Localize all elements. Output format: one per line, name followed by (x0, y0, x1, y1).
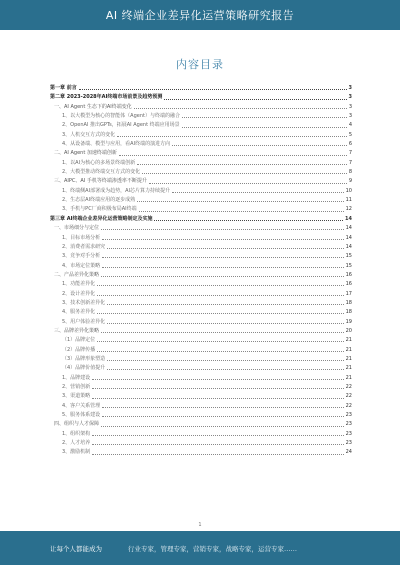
toc-entry-label: 二、产品差异化策略 (54, 271, 100, 278)
toc-entry-page: 8 (348, 169, 352, 176)
table-of-contents (50, 84, 352, 458)
toc-dot-leader (102, 257, 343, 258)
toc-entry[interactable] (50, 168, 352, 177)
toc-dot-leader (154, 220, 343, 221)
toc-entry[interactable] (50, 149, 352, 158)
toc-entry-label: 3、技术创新差异化 (62, 299, 106, 306)
toc-entry-page: 3 (348, 103, 352, 110)
toc-entry-page: 18 (345, 309, 352, 316)
toc-dot-leader (139, 211, 344, 212)
toc-entry[interactable] (50, 93, 352, 102)
toc-dot-leader (107, 369, 343, 370)
toc-dot-leader (164, 99, 346, 100)
toc-entry-page: 9 (348, 178, 352, 185)
toc-entry-page: 3 (348, 113, 352, 120)
toc-entry-page: 15 (345, 253, 352, 260)
toc-entry-label: 1、组织架构 (62, 430, 91, 437)
toc-entry-page: 23 (345, 412, 352, 419)
toc-entry-label: 4、市场定位策略 (62, 262, 101, 269)
toc-entry[interactable] (50, 112, 352, 121)
toc-entry-page: 7 (348, 159, 352, 166)
toc-entry[interactable] (50, 299, 352, 308)
toc-entry[interactable] (50, 383, 352, 392)
toc-entry-page: 22 (345, 402, 352, 409)
page-number: 1 (198, 522, 202, 528)
toc-entry-label: 3、渠道策略 (62, 393, 91, 400)
toc-entry[interactable] (50, 290, 352, 299)
toc-entry-label: 1、以AI为核心的多场景终端创新 (62, 159, 136, 166)
toc-dot-leader (107, 323, 343, 324)
toc-entry[interactable] (50, 336, 352, 345)
toc-dot-leader (92, 435, 343, 436)
toc-entry-page: 11 (345, 197, 352, 204)
toc-entry[interactable] (50, 392, 352, 401)
toc-entry[interactable] (50, 215, 352, 224)
footer-bar (0, 531, 400, 565)
report-title: AI 终端企业差异化运营策略研究报告 (105, 9, 295, 22)
toc-entry-page: 21 (345, 365, 352, 372)
toc-entry-label: 2、人才培养 (62, 440, 91, 447)
toc-dot-leader (92, 398, 343, 399)
toc-entry-page: 6 (348, 141, 352, 148)
toc-entry-page: 19 (345, 318, 352, 325)
toc-entry-label: 三、品牌差异化策略 (54, 327, 100, 334)
toc-dot-leader (101, 426, 344, 427)
toc-entry-page: 7 (348, 150, 352, 157)
toc-entry-page: 17 (345, 290, 352, 297)
toc-entry-label: （4）品牌价值提升 (62, 365, 106, 372)
toc-entry-label: 3、人机交互方式的变化 (62, 131, 116, 138)
report-header-bar (0, 0, 400, 30)
toc-entry[interactable] (50, 411, 352, 420)
toc-entry[interactable] (50, 224, 352, 233)
toc-title: 内容目录 (176, 58, 224, 71)
toc-entry-page: 22 (345, 393, 352, 400)
toc-entry-page: 23 (345, 430, 352, 437)
toc-dot-leader (92, 454, 343, 455)
toc-entry[interactable] (50, 121, 352, 130)
toc-entry-label: 一、AI Agent 生态下的AI终端变化 (54, 103, 132, 110)
toc-dot-leader (101, 332, 344, 333)
toc-entry-label: 第一章 前言 (50, 85, 77, 91)
toc-entry-label: 2、营销创新 (62, 384, 91, 390)
toc-entry-label: 2、OpenAI 推出GPTs，拓展AI Agent 终端应用场景 (62, 122, 180, 129)
toc-entry-label: 4、客户关系管理 (62, 402, 101, 409)
toc-entry-label: 1、终端侧AI部署成为趋势，AI芯片算力持续提升 (62, 187, 170, 194)
toc-entry-label: 三、AIPC、AI 手机等终端渗透率不断提升 (54, 178, 147, 185)
toc-dot-leader (101, 229, 344, 230)
toc-entry-label: 第三章 AI终端企业差异化运营策略制定及实施 (50, 215, 153, 222)
toc-entry-page: 21 (345, 337, 352, 344)
toc-entry[interactable] (50, 355, 352, 364)
toc-entry[interactable] (50, 271, 352, 280)
toc-entry-page: 16 (345, 281, 352, 288)
toc-entry[interactable] (50, 280, 352, 289)
toc-entry-label: （3）品牌形象塑造 (62, 355, 106, 362)
toc-dot-leader (102, 267, 343, 268)
toc-entry-label: 四、组织与人才保障 (54, 421, 100, 428)
toc-entry-page: 14 (345, 234, 352, 241)
toc-entry[interactable] (50, 187, 352, 196)
toc-dot-leader (97, 285, 343, 286)
toc-entry[interactable] (50, 140, 352, 149)
toc-dot-leader (117, 136, 347, 137)
toc-dot-leader (142, 173, 347, 174)
toc-entry-label: 二、AI Agent 加速终端创新 (54, 150, 117, 157)
toc-entry-label: 3、激励机制 (62, 449, 91, 456)
toc-entry[interactable] (50, 159, 352, 168)
toc-entry[interactable] (50, 374, 352, 383)
toc-entry-page: 3 (348, 85, 352, 91)
toc-dot-leader (149, 183, 347, 184)
toc-entry-page: 18 (345, 299, 352, 306)
toc-dot-leader (137, 164, 347, 165)
toc-entry[interactable] (50, 131, 352, 140)
toc-dot-leader (102, 407, 343, 408)
toc-entry-label: 3、竞争对手分析 (62, 253, 101, 260)
toc-entry[interactable] (50, 234, 352, 243)
toc-dot-leader (182, 117, 347, 118)
toc-entry[interactable] (50, 327, 352, 336)
toc-entry[interactable] (50, 243, 352, 252)
toc-dot-leader (102, 416, 343, 417)
toc-entry-label: 4、服务差异化 (62, 309, 96, 316)
toc-entry-label: 2、设计差异化 (62, 290, 96, 297)
toc-entry[interactable] (50, 262, 352, 271)
toc-entry-page: 15 (345, 262, 352, 269)
toc-entry-page: 12 (345, 206, 352, 213)
toc-dot-leader (102, 239, 343, 240)
toc-entry[interactable] (50, 196, 352, 205)
toc-entry-page: 4 (348, 122, 352, 129)
toc-entry[interactable] (50, 84, 352, 93)
toc-entry[interactable] (50, 420, 352, 429)
toc-entry[interactable] (50, 448, 352, 457)
toc-entry-page: 23 (345, 421, 352, 428)
toc-entry[interactable] (50, 252, 352, 261)
toc-dot-leader (134, 108, 347, 109)
toc-entry-label: 一、市场细分与定位 (54, 225, 100, 232)
toc-dot-leader (101, 276, 344, 277)
toc-entry-label: 1、品牌建设 (62, 374, 91, 381)
toc-dot-leader (107, 248, 343, 249)
toc-entry-label: 2、大模型推动终端交互方式的变化 (62, 169, 141, 176)
toc-dot-leader (97, 313, 343, 314)
toc-entry-label: 5、用户体验差异化 (62, 318, 106, 325)
toc-entry[interactable] (50, 103, 352, 112)
toc-dot-leader (107, 360, 343, 361)
toc-entry[interactable] (50, 205, 352, 214)
toc-entry[interactable] (50, 364, 352, 373)
toc-entry-page: 24 (345, 449, 352, 456)
toc-entry-label: 1、以大模型为核心的智能体（Agent）与终端的融合 (62, 113, 180, 120)
toc-entry[interactable] (50, 430, 352, 439)
toc-dot-leader (119, 155, 347, 156)
toc-entry-page: 22 (345, 384, 352, 390)
toc-entry[interactable] (50, 346, 352, 355)
footer-tags: 行业专家，管理专家，营销专家，战略专家，运营专家…… (128, 544, 297, 553)
toc-entry[interactable] (50, 308, 352, 317)
toc-entry-page: 21 (345, 346, 352, 353)
toc-dot-leader (97, 341, 343, 342)
toc-entry-page: 21 (345, 374, 352, 381)
toc-entry-page: 16 (345, 271, 352, 278)
toc-entry-label: （1）品牌定位 (62, 337, 96, 344)
toc-entry-page: 23 (345, 440, 352, 447)
toc-entry-label: 4、从设备端、模型与应用，看AI终端的演进方向 (62, 141, 171, 148)
toc-entry-label: 1、目标市场分析 (62, 234, 101, 241)
toc-dot-leader (172, 192, 344, 193)
toc-dot-leader (79, 89, 347, 90)
toc-entry[interactable] (50, 439, 352, 448)
toc-entry-label: 5、服务体系建设 (62, 412, 101, 419)
toc-entry-label: 3、手机与PC厂商积极布局AI终端 (62, 206, 137, 213)
toc-entry[interactable] (50, 402, 352, 411)
toc-entry-page: 10 (345, 187, 352, 194)
toc-dot-leader (97, 295, 343, 296)
toc-dot-leader (92, 379, 343, 380)
toc-entry-page: 21 (345, 355, 352, 362)
toc-entry[interactable] (50, 177, 352, 186)
toc-entry-label: 第二章 2023-2028年AI终端市场前景及趋势预测 (50, 94, 163, 101)
toc-entry-page: 20 (345, 327, 352, 334)
toc-entry-label: 2、生态层AI终端应用的逐步成熟 (62, 197, 136, 204)
toc-entry-page: 5 (348, 131, 352, 138)
toc-dot-leader (92, 388, 343, 389)
toc-entry[interactable] (50, 318, 352, 327)
toc-entry-page: 14 (345, 243, 352, 250)
toc-entry-label: 1、功能差异化 (62, 281, 96, 288)
toc-entry-page: 14 (345, 215, 352, 222)
toc-entry-label: （2）品牌传播 (62, 346, 96, 353)
toc-entry-page: 3 (348, 94, 352, 101)
toc-dot-leader (97, 351, 343, 352)
toc-dot-leader (182, 127, 347, 128)
toc-dot-leader (92, 444, 343, 445)
toc-dot-leader (172, 145, 347, 146)
footer-slogan: 让每个人都能成为 (50, 544, 102, 553)
toc-entry-page: 14 (345, 225, 352, 232)
toc-dot-leader (137, 201, 344, 202)
toc-entry-label: 2、消费者需求研究 (62, 243, 106, 250)
toc-dot-leader (107, 304, 343, 305)
